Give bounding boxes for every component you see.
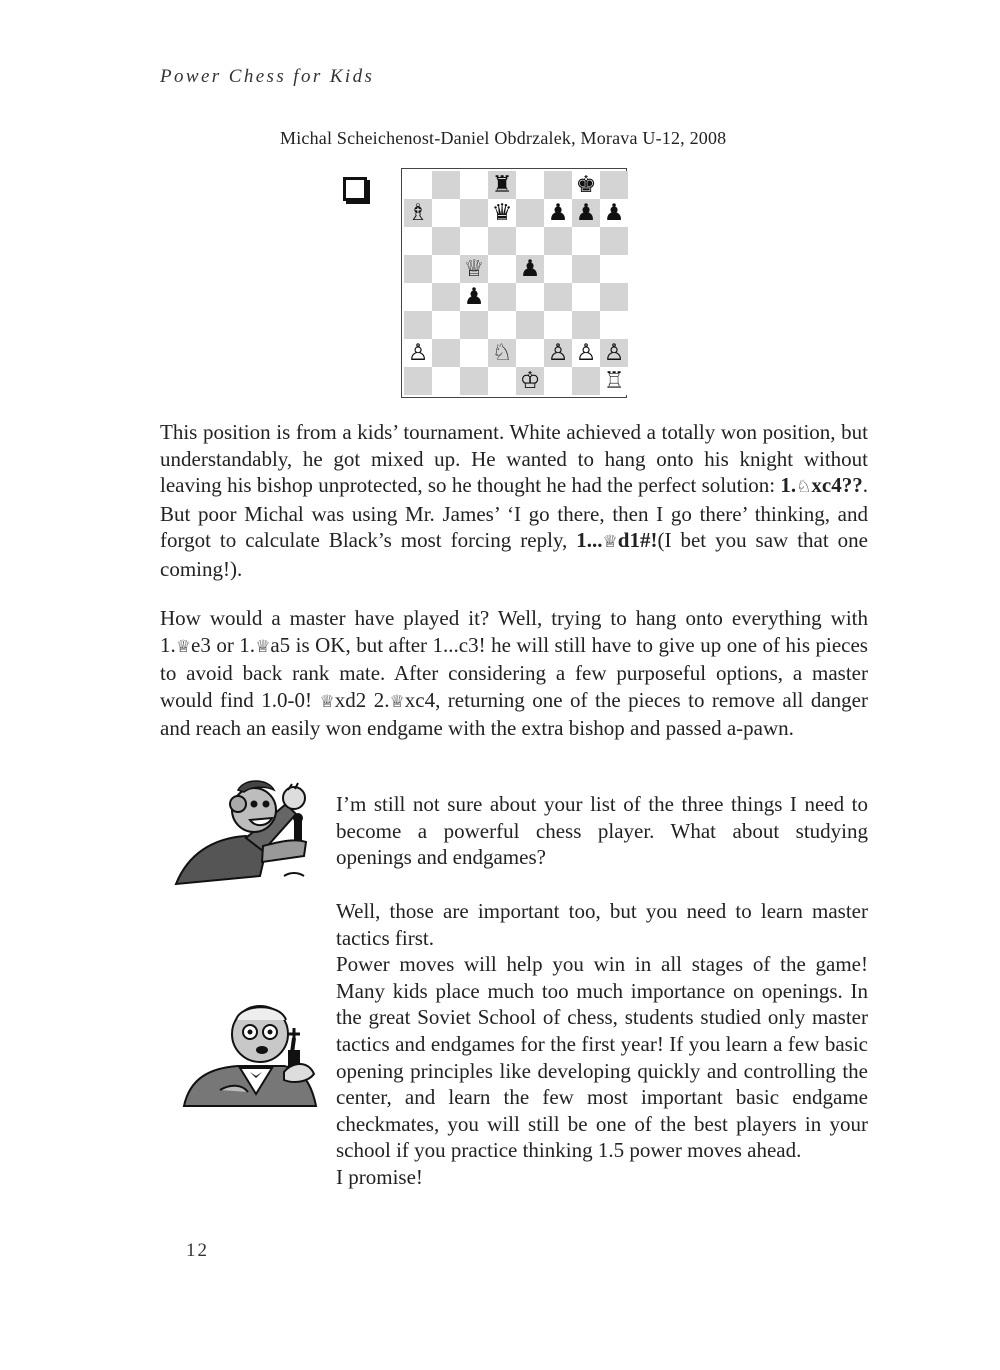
square-c7: [460, 199, 488, 227]
square-e8: [516, 171, 544, 199]
square-b2: [432, 339, 460, 367]
square-e6: [516, 227, 544, 255]
square-h2: ♙: [600, 339, 628, 367]
paragraph-text: How would a master have played it? Well, trying to hang onto everything with 1.: [160, 606, 868, 657]
square-f8: [544, 171, 572, 199]
square-h1: ♖: [600, 367, 628, 395]
square-a7: ♗: [404, 199, 432, 227]
chess-board-grid: [404, 171, 628, 395]
square-h5: [600, 255, 628, 283]
move-number: 1...: [576, 528, 603, 553]
square-h8: [600, 171, 628, 199]
queen-icon: ♕: [389, 691, 405, 712]
square-d7: ♛: [488, 199, 516, 227]
square-c3: [460, 311, 488, 339]
move-queen-d1-mate: [576, 528, 657, 552]
square-c8: [460, 171, 488, 199]
square-f5: [544, 255, 572, 283]
square-e1: ♔: [516, 367, 544, 395]
queen-icon: ♕: [255, 636, 271, 657]
chess-diagram: [401, 168, 627, 398]
square-g6: [572, 227, 600, 255]
square-h7: ♟: [600, 199, 628, 227]
square-b8: [432, 171, 460, 199]
square-e5: ♟: [516, 255, 544, 283]
square-c4: ♟: [460, 283, 488, 311]
square-h6: [600, 227, 628, 255]
move-text: d1#!: [617, 528, 658, 553]
knight-icon: ♘: [796, 477, 812, 498]
paragraph-text: xc4, returning one of the pieces to remove all danger and reach an easily won endgame with the extra bishop and passed a-pawn.: [160, 687, 868, 741]
move-knight-takes-c4: [780, 473, 862, 497]
square-g5: [572, 255, 600, 283]
move-text: xc4??: [811, 473, 863, 498]
square-a8: [404, 171, 432, 199]
square-f3: [544, 311, 572, 339]
square-a2: ♙: [404, 339, 432, 367]
square-f2: ♙: [544, 339, 572, 367]
paragraph-text: This position is from a kids’ tournament. White achieved a totally won position, but understandably, he got mixed up. He wanted to hang onto his knight without leaving his bishop unprotected, so he thought he had the perfect solution:: [160, 420, 868, 498]
square-a4: [404, 283, 432, 311]
square-e4: [516, 283, 544, 311]
paragraph-position-explanation: [160, 419, 868, 583]
square-e7: [516, 199, 544, 227]
square-g3: [572, 311, 600, 339]
diagram-caption: Michal Scheichenost-Daniel Obdrzalek, Morava U-12, 2008: [280, 128, 727, 148]
white-to-move-icon: [343, 177, 367, 201]
answer-line: Power moves will help you win in all stages of the game! Many kids place much too much importance on openings. In the great Soviet School of chess, students studied only master tactics and endgames for the first year! If you learn a few basic opening principles like developing quickly and controlling the center, and learn the few most important basic endgame checkmates, you will still be one of the best players in your school if you practice thinking 1.5 power moves ahead.: [336, 952, 868, 1163]
running-head: Power Chess for Kids: [160, 66, 375, 87]
square-d5: [488, 255, 516, 283]
square-d3: [488, 311, 516, 339]
paragraph-text: e3 or 1.: [191, 632, 256, 657]
square-g8: ♚: [572, 171, 600, 199]
square-b1: [432, 367, 460, 395]
square-a3: [404, 311, 432, 339]
square-b6: [432, 227, 460, 255]
square-h3: [600, 311, 628, 339]
square-d8: ♜: [488, 171, 516, 199]
square-f1: [544, 367, 572, 395]
paragraph-text: xd2 2.: [334, 687, 390, 712]
square-a6: [404, 227, 432, 255]
coach-answer: [336, 898, 868, 1191]
square-g1: [572, 367, 600, 395]
kid-question: [336, 791, 868, 871]
square-c5: ♕: [460, 255, 488, 283]
coach-cartoon-icon: [180, 998, 325, 1110]
question-text: I’m still not sure about your list of the three things I need to become a powerful chess player. What about studying openings and endgames?: [336, 792, 868, 870]
answer-line: Well, those are important too, but you need to learn master tactics first.: [336, 899, 868, 950]
square-b5: [432, 255, 460, 283]
square-g7: ♟: [572, 199, 600, 227]
square-e3: [516, 311, 544, 339]
square-b3: [432, 311, 460, 339]
paragraph-text: a5 is OK, but after 1...c3! he will still have to give up one of his pieces to avoid back rank mate. After considering a few purposeful options, a master would find 1.0-0!: [160, 632, 868, 712]
square-a5: [404, 255, 432, 283]
paragraph-text: (I bet you saw that one coming!).: [160, 528, 868, 581]
square-d4: [488, 283, 516, 311]
square-d1: [488, 367, 516, 395]
square-a1: [404, 367, 432, 395]
page-number: 12: [186, 1240, 209, 1261]
square-f6: [544, 227, 572, 255]
square-e2: [516, 339, 544, 367]
square-b4: [432, 283, 460, 311]
answer-line: I promise!: [336, 1164, 423, 1189]
square-c6: [460, 227, 488, 255]
queen-icon: ♕: [319, 691, 335, 712]
square-d2: ♘: [488, 339, 516, 367]
square-c1: [460, 367, 488, 395]
square-f7: ♟: [544, 199, 572, 227]
square-g2: ♙: [572, 339, 600, 367]
square-f4: [544, 283, 572, 311]
kid-cartoon-icon: [168, 776, 318, 888]
square-g4: [572, 283, 600, 311]
square-c2: [460, 339, 488, 367]
queen-icon: ♕: [602, 532, 618, 553]
square-h4: [600, 283, 628, 311]
square-d6: [488, 227, 516, 255]
paragraph-master-play: [160, 605, 868, 742]
paragraph-text: . But poor Michal was using Mr. James’ ‘I go there, then I go there’ thinking, and forgot to calculate Black’s most forcing reply,: [160, 473, 868, 553]
queen-icon: ♕: [175, 636, 191, 657]
square-b7: [432, 199, 460, 227]
move-number: 1.: [780, 473, 797, 498]
